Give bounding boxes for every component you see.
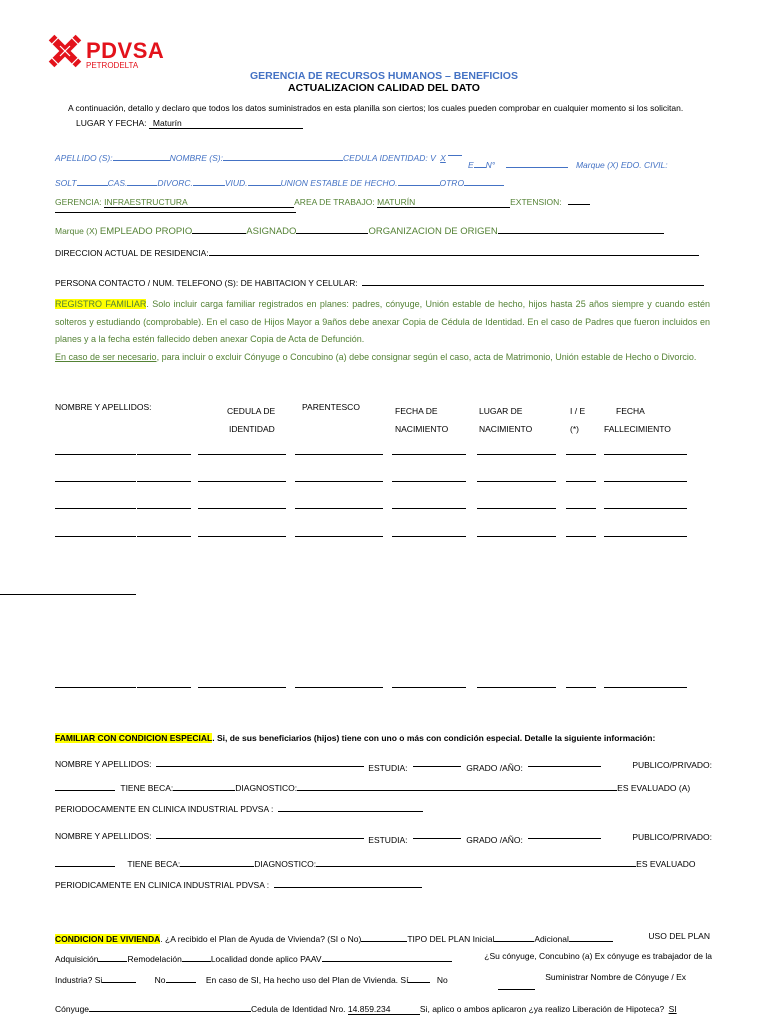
especial-1-beca-field-pre[interactable] [55, 780, 115, 791]
civil-status-row [55, 175, 504, 188]
table-header-parentesco [302, 402, 360, 412]
table-cell-field[interactable] [137, 687, 191, 688]
vivienda-row-3 [55, 972, 712, 985]
table-cell-field[interactable] [392, 536, 466, 537]
divorc-field[interactable] [193, 175, 225, 186]
vivienda-suministrar-label: Suministrar Nombre de Cónyuge / Ex [545, 972, 686, 982]
table-cell-field[interactable] [566, 481, 596, 482]
marque-label: Marque (X) [55, 226, 98, 236]
table-cell-field[interactable] [477, 536, 556, 537]
vivienda-row-1 [55, 931, 710, 944]
table-cell-field[interactable] [55, 481, 136, 482]
direccion-row [55, 245, 699, 258]
separator-line [0, 594, 136, 595]
pdvsa-logo-icon [48, 34, 82, 68]
table-cell-field[interactable] [604, 687, 687, 688]
gerencia-extra-line [55, 212, 296, 213]
vivienda-localidad-field[interactable] [322, 951, 452, 962]
lugar-fecha-value: Maturín [152, 118, 182, 128]
gerencia-field[interactable] [104, 197, 294, 208]
table-cell-field[interactable] [55, 536, 136, 537]
table-cell-field[interactable] [295, 536, 383, 537]
table-header-nombre-text: NOMBRE Y APELLIDOS: [55, 402, 152, 412]
empleado-label: EMPLEADO PROPIO [99, 226, 193, 237]
registro-familiar-paragraph [55, 296, 710, 349]
table-header-fecha-nac-line2: NACIMIENTO [395, 424, 449, 434]
table-cell-field[interactable] [566, 687, 596, 688]
especial-2-nombre-field[interactable] [156, 828, 364, 839]
table-header-cedula [227, 402, 275, 438]
especial-2-diagnostico-label: DIAGNOSTICO: [254, 859, 317, 869]
table-cell-field[interactable] [55, 508, 136, 509]
especial-1-periodo-row [55, 801, 423, 814]
organizacion-label: ORGANIZACION DE ORIGEN [368, 226, 498, 237]
e-field[interactable] [474, 157, 486, 168]
registro-note-text: , para incluir o excluir Cónyuge o Concubino (a) debe consignar según el caso, acta de Matrimonio, Unión estable de Hecho o Divorcio. [156, 352, 697, 362]
vivienda-uso-plan-label: En caso de SI, Ha hecho uso del Plan de Vivienda. Sí [205, 975, 409, 985]
table-cell-field[interactable] [137, 454, 191, 455]
asignado-label: ASIGNADO [246, 226, 297, 237]
table-cell-field[interactable] [477, 454, 556, 455]
registro-familiar-title: REGISTRO FAMILIAR [55, 299, 147, 309]
vivienda-remodelacion-field[interactable] [182, 951, 211, 962]
table-header-cedula-line1: CEDULA DE [227, 406, 276, 416]
especial-1-periodo-label: PERIODOCAMENTE EN CLINICA INDUSTRIAL PDVSA : [55, 804, 274, 814]
registro-familiar-text: . Solo incluir carga familiar registrados en planes: padres, cónyuge, Unión estable de hecho, hijos hasta 25 años siempre y cuando estén solteros y estudiando (comprobable). En el caso de Hijos Mayor a 9años debe anexar Copia de Cédula de Identidad. En el caso de Padres que fueron incluidos en planes y a la fecha estén fallecido deben anexar Copia de Acta de Defunción. [55, 299, 711, 344]
divorc-label: DIVORC. [157, 178, 193, 188]
especial-2-estudia-label: ESTUDIA: [368, 835, 408, 845]
especial-1-estudia-field[interactable] [413, 756, 461, 767]
extension-field[interactable] [568, 194, 590, 205]
lugar-fecha-field[interactable] [149, 118, 303, 129]
cedula-v-value: X [440, 153, 446, 163]
cedula-v-underline [448, 153, 462, 156]
contacto-row [55, 275, 704, 288]
table-cell-field[interactable] [295, 454, 383, 455]
table-cell-field[interactable] [295, 687, 383, 688]
table-cell-field[interactable] [198, 454, 286, 455]
table-header-fecha-nac [395, 402, 448, 438]
table-cell-field[interactable] [55, 454, 136, 455]
especial-intro [55, 733, 655, 743]
vivienda-pregunta: . ¿A recibido el Plan de Ayuda de Vivienda? (SI o No) [160, 934, 362, 944]
vivienda-industria-no-field[interactable] [166, 972, 196, 983]
table-cell-field[interactable] [392, 687, 466, 688]
table-cell-field[interactable] [392, 481, 466, 482]
vivienda-uso-si-field[interactable] [408, 972, 430, 983]
especial-2-estudia-field[interactable] [413, 828, 461, 839]
table-cell-field[interactable] [566, 508, 596, 509]
vivienda-tipo-label: TIPO DEL PLAN Inicial [407, 934, 495, 944]
especial-1-diagnostico-field[interactable] [297, 780, 617, 791]
vivienda-adicional-label: Adicional [534, 934, 569, 944]
especial-2-publico-label: PUBLICO/PRIVADO: [632, 832, 712, 842]
cas-label: CAS. [107, 178, 128, 188]
vivienda-remodelacion-label: Remodelación [127, 954, 182, 964]
table-header-parentesco-text: PARENTESCO [302, 402, 360, 412]
vivienda-industria-no-label: No [154, 975, 166, 985]
vivienda-industria-label: Industria? Si [55, 975, 103, 985]
declaration-text: A continuación, detallo y declaro que todos los datos suministrados en esta planilla son ciertos; los cuales pueden comprobar en cualquier momento si los solicitan. [68, 103, 684, 113]
especial-1-beca-field[interactable] [173, 780, 235, 791]
vivienda-adquisicion-field[interactable] [98, 951, 127, 962]
empleado-field[interactable] [192, 223, 246, 234]
apellido-field[interactable] [113, 150, 170, 161]
vivienda-inicial-field[interactable] [494, 931, 534, 942]
empleado-row [55, 223, 664, 237]
especial-1-nombre-row [55, 756, 712, 773]
vivienda-sino-field[interactable] [361, 931, 407, 942]
asignado-field[interactable] [296, 223, 368, 234]
especial-2-beca-field-pre[interactable] [55, 856, 115, 867]
registro-note-underlined: En caso de ser necesario [55, 352, 157, 362]
table-header-fecha-nac-line1: FECHA DE [395, 406, 438, 416]
especial-2-periodo-label: PERIODICAMENTE EN CLINICA INDUSTRIAL PDVSA : [55, 880, 270, 890]
union-label: UNION ESTABLE DE HECHO. [280, 178, 398, 188]
especial-1-grado-label: GRADO /AÑO: [466, 763, 523, 773]
n-label: N° [485, 160, 496, 170]
vivienda-uso-no-line [498, 989, 535, 990]
vivienda-row-2 [55, 951, 712, 964]
page-title: ACTUALIZACION CALIDAD DEL DATO [288, 82, 480, 94]
area-label: AREA DE TRABAJO: [294, 197, 375, 207]
marque-civil-label: Marque (X) EDO. CIVIL: [575, 160, 668, 170]
nombre-field[interactable] [223, 150, 343, 161]
vivienda-adquisicion-label: Adquisición [55, 954, 99, 964]
table-header-cedula-line2: IDENTIDAD [229, 424, 275, 434]
table-cell-field[interactable] [566, 454, 596, 455]
vivienda-conyuge-label: Cónyuge [55, 1004, 90, 1014]
especial-1-grado-field[interactable] [528, 756, 601, 767]
gerencia-value: INFRAESTRUCTURA [104, 197, 188, 207]
lugar-fecha-row [76, 118, 303, 129]
especial-2-grado-label: GRADO /AÑO: [466, 835, 523, 845]
especial-2-periodo-row [55, 877, 422, 890]
especial-1-evaluado-label: ES EVALUADO (A) [617, 783, 691, 793]
organizacion-field[interactable] [498, 223, 664, 234]
table-cell-field[interactable] [55, 687, 136, 688]
table-cell-field[interactable] [392, 508, 466, 509]
solt-label: SOLT [55, 178, 77, 188]
lugar-fecha-label: LUGAR Y FECHA: [76, 118, 147, 128]
table-cell-field[interactable] [198, 481, 286, 482]
vivienda-uso-label: USO DEL PLAN [648, 931, 710, 941]
table-cell-field[interactable] [198, 687, 286, 688]
direccion-field[interactable] [209, 245, 699, 256]
table-cell-field[interactable] [198, 508, 286, 509]
especial-1-periodo-field[interactable] [278, 801, 423, 812]
vivienda-row-4 [55, 1001, 677, 1015]
vivienda-industria-si-field[interactable] [102, 972, 136, 983]
area-field[interactable] [377, 197, 510, 208]
especial-1-nombre-field[interactable] [156, 756, 364, 767]
table-header-ie-line1: I / E [570, 406, 586, 416]
table-cell-field[interactable] [477, 481, 556, 482]
area-value: MATURÍN [377, 197, 416, 207]
table-cell-field[interactable] [198, 536, 286, 537]
especial-2-diagnostico-field[interactable] [316, 856, 636, 867]
especial-1-beca-row [55, 780, 712, 793]
vivienda-cedula-value: 14.859.234 [347, 1004, 391, 1014]
logo-subtitle: PETRODELTA [86, 61, 139, 70]
especial-1-publico-label: PUBLICO/PRIVADO: [632, 760, 712, 770]
table-header-lugar-nac-line2: NACIMIENTO [479, 424, 533, 434]
table-header-lugar-nac-line1: LUGAR DE [479, 406, 523, 416]
vivienda-title: CONDICION DE VIVIENDA [55, 934, 161, 944]
vivienda-conyuge-field[interactable] [89, 1001, 251, 1012]
gerencia-row [55, 194, 590, 208]
especial-intro-text: . Si, de sus beneficiarios (hijos) tiene con uno o más con condición especial. Detalle la siguiente información: [212, 733, 656, 743]
viud-label: VIUD. [224, 178, 248, 188]
especial-2-nombre-row [55, 828, 712, 845]
table-cell-field[interactable] [295, 508, 383, 509]
table-cell-field[interactable] [477, 508, 556, 509]
table-header-fallecimiento-line1: FECHA [616, 406, 645, 416]
direccion-label: DIRECCION ACTUAL DE RESIDENCIA: [55, 248, 209, 258]
vivienda-uso-no-label: No [436, 975, 448, 985]
table-cell-field[interactable] [566, 536, 596, 537]
cas-field[interactable] [127, 175, 157, 186]
vivienda-liberacion-value: SI [668, 1004, 677, 1014]
header-department: GERENCIA DE RECURSOS HUMANOS – BENEFICIOS [250, 70, 518, 82]
viud-field[interactable] [248, 175, 281, 186]
table-cell-field[interactable] [604, 454, 687, 455]
solt-field[interactable] [77, 175, 108, 186]
especial-2-evaluado-label: ES EVALUADO [636, 859, 696, 869]
especial-2-beca-field[interactable] [180, 856, 254, 867]
table-cell-field[interactable] [604, 508, 687, 509]
vivienda-localidad-label: Localidad donde aplico PAAV [210, 954, 322, 964]
especial-1-beca-label: TIENE BECA: [120, 783, 174, 793]
table-header-fallecimiento-line2: FALLECIMIENTO [604, 424, 671, 434]
especial-2-beca-row [55, 856, 712, 869]
vivienda-liberacion-label: Si, aplico o ambos aplicaron ¿ya realizo Liberación de Hipoteca? [419, 1004, 665, 1014]
table-header-ie [570, 402, 585, 438]
personal-row-1b [448, 153, 464, 163]
gerencia-label: GERENCIA: [55, 197, 102, 207]
table-header-fallecimiento [604, 402, 671, 438]
cedula-number-field[interactable] [506, 157, 568, 168]
table-cell-field[interactable] [604, 536, 687, 537]
contacto-field[interactable] [362, 275, 704, 286]
table-cell-field[interactable] [295, 481, 383, 482]
especial-2-nombre-label: NOMBRE Y APELLIDOS: [55, 831, 152, 841]
table-cell-field[interactable] [477, 687, 556, 688]
otro-field[interactable] [464, 175, 504, 186]
especial-1-estudia-label: ESTUDIA: [368, 763, 408, 773]
otro-label: OTRO [439, 178, 465, 188]
especial-1-diagnostico-label: DIAGNOSTICO: [235, 783, 298, 793]
table-cell-field[interactable] [137, 536, 191, 537]
table-header-nombre [55, 402, 152, 412]
extension-label: EXTENSION: [510, 197, 562, 207]
especial-2-periodo-field[interactable] [274, 877, 422, 888]
personal-row-1 [55, 150, 446, 163]
vivienda-adicional-field[interactable] [569, 931, 613, 942]
contacto-label: PERSONA CONTACTO / NUM. TELEFONO (S): DE HABITACION Y CELULAR: [55, 278, 358, 288]
nombre-label: NOMBRE (S): [169, 153, 224, 163]
especial-title: FAMILIAR CON CONDICION ESPECIAL [55, 733, 213, 743]
table-cell-field[interactable] [392, 454, 466, 455]
especial-1-nombre-label: NOMBRE Y APELLIDOS: [55, 759, 152, 769]
apellido-label: APELLIDO (S): [55, 153, 113, 163]
e-label: E [468, 160, 474, 170]
table-cell-field[interactable] [137, 481, 191, 482]
registro-familiar-note [55, 349, 710, 367]
especial-2-beca-label: TIENE BECA: [127, 859, 181, 869]
cedula-label: CEDULA IDENTIDAD: V [343, 153, 436, 163]
personal-row-1c [468, 157, 668, 170]
table-cell-field[interactable] [137, 508, 191, 509]
logo-name: PDVSA [86, 38, 165, 63]
vivienda-cedula-field[interactable] [348, 1004, 420, 1015]
especial-2-grado-field[interactable] [528, 828, 601, 839]
table-header-ie-line2: (*) [570, 424, 579, 434]
vivienda-conyuge-pregunta: ¿Su cónyuge, Concubino (a) Ex cónyuge es trabajador de la [484, 951, 712, 961]
union-field[interactable] [398, 175, 440, 186]
vivienda-cedula-label: Cedula de Identidad Nro. [251, 1004, 346, 1014]
table-cell-field[interactable] [604, 481, 687, 482]
table-header-lugar-nac [479, 402, 532, 438]
